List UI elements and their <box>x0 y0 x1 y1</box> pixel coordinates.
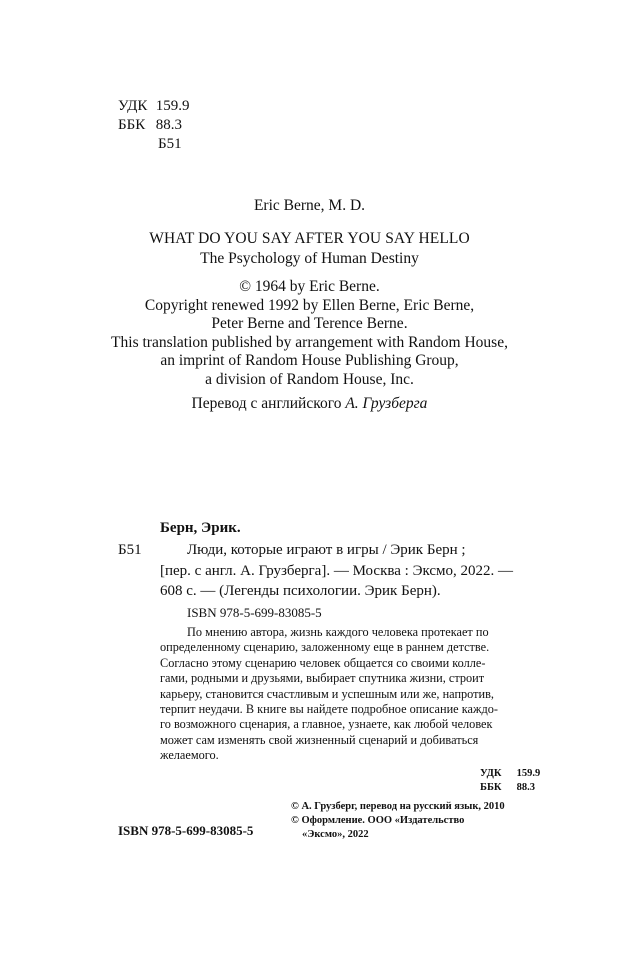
bib-description-line: 608 с. — (Легенды психологии. Эрик Берн). <box>160 583 441 599</box>
abstract-line: По мнению автора, жизнь каждого человека протекает по <box>187 625 489 639</box>
original-author: Eric Berne, M. D. <box>253 197 366 214</box>
copyright-publisher: «Эксмо», 2022 <box>302 829 369 840</box>
copyright-design: © Оформление. ООО «Издательство <box>291 815 465 826</box>
bib-description-line: [пер. с англ. А. Грузберга]. — Москва : Эксмо, 2022. — <box>160 563 514 579</box>
original-title: WHAT DO YOU SAY AFTER YOU SAY HELLO <box>149 230 470 247</box>
abstract-line: определенному сценарию, заложенному еще в раннем детстве. <box>160 640 490 655</box>
copyright-translation: © А. Грузберг, перевод на русский язык, 2010 <box>291 801 505 812</box>
bib-author-heading: Берн, Эрик. <box>160 520 241 536</box>
translation-prefix: Перевод с английского <box>191 395 342 412</box>
abstract-line: Согласно этому сценарию человек общается со своими колле- <box>160 655 486 670</box>
isbn-bottom: ISBN 978-5-699-83085-5 <box>118 823 254 838</box>
abstract-line: терпит неудачи. В книге вы найдете подробное описание каждо- <box>160 702 498 717</box>
abstract-line: может сам изменять свой жизненный сценарий и добиваться <box>160 732 479 747</box>
bbk-code-card: ББК 88.3 <box>480 782 535 793</box>
copyright-notice <box>0 278 619 389</box>
abstract-line: гами, родными и друзьями, выбирает спутника жизни, строит <box>160 671 485 686</box>
bbk-code-top: ББК 88.3 <box>118 117 182 133</box>
author-mark-top: Б51 <box>158 136 182 152</box>
bib-author-mark: Б51 <box>118 542 142 558</box>
copyright-line: This translation published by arrangement with Random House, <box>111 333 508 351</box>
copyright-line: Copyright renewed 1992 by Ellen Berne, Eric Berne, <box>144 296 475 314</box>
copyright-line: an imprint of Random House Publishing Group, <box>160 352 459 369</box>
abstract-line: карьеру, становится счастливым и успешным или же, напротив, <box>160 686 495 701</box>
book-abstract <box>160 625 538 764</box>
abstract-line: го возможного сценария, а главное, узнаете, как любой человек <box>160 717 493 732</box>
bib-description-line: Люди, которые играют в игры / Эрик Берн ; <box>187 542 466 558</box>
translation-credit <box>0 395 619 413</box>
bib-isbn: ISBN 978-5-699-83085-5 <box>187 605 322 620</box>
copyright-line: Peter Berne and Terence Berne. <box>211 315 408 332</box>
udk-code-card: УДК 159.9 <box>480 768 541 779</box>
copyright-line: a division of Random House, Inc. <box>205 370 414 388</box>
udk-code-top: УДК 159.9 <box>118 98 190 114</box>
original-subtitle: The Psychology of Human Destiny <box>200 250 419 267</box>
copyright-line: © 1964 by Eric Berne. <box>239 278 380 295</box>
abstract-line: желаемого. <box>160 748 219 763</box>
translator-name: А. Грузберга <box>345 395 428 412</box>
